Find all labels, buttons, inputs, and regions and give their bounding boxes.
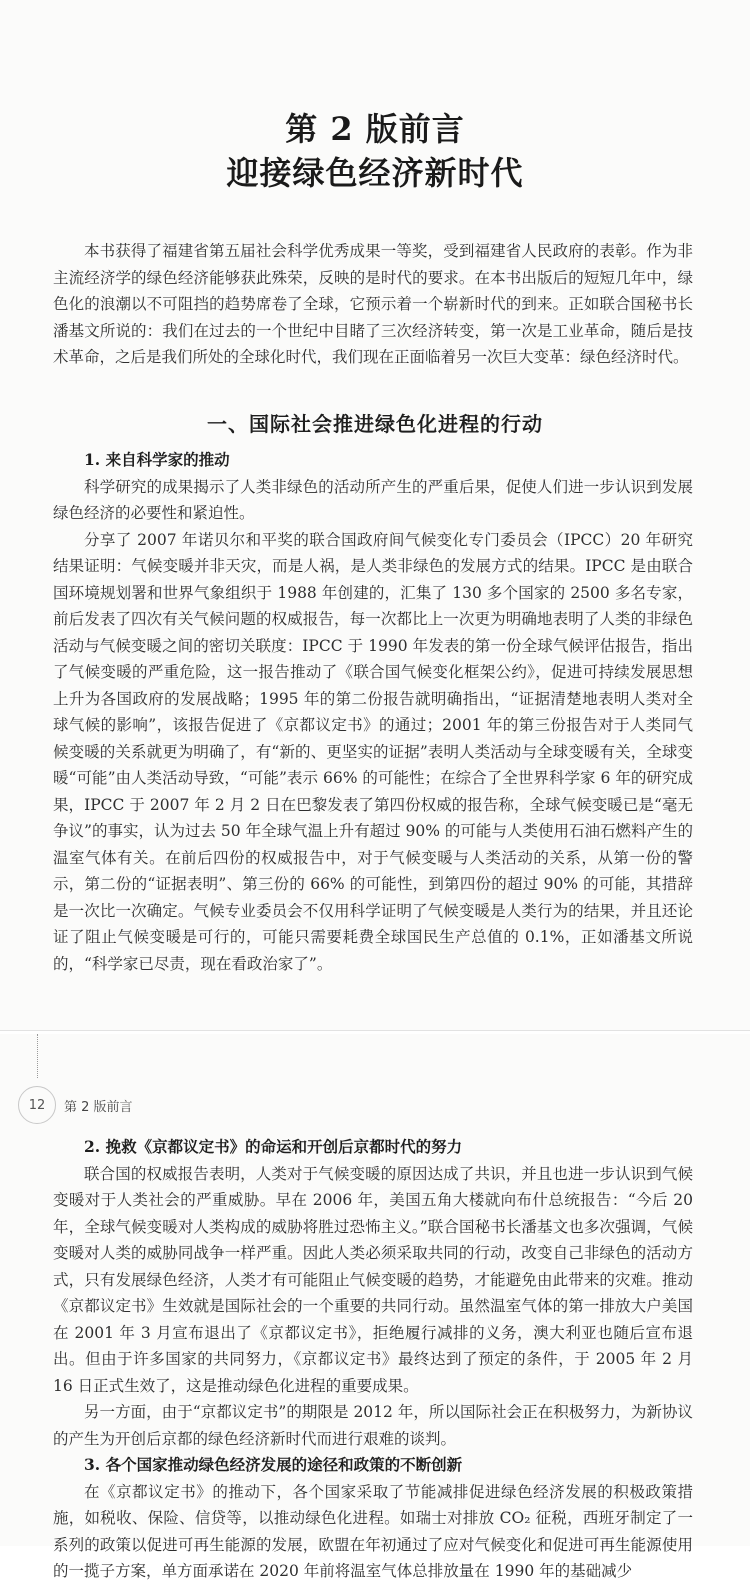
paragraph-ipcc: 分享了 2007 年诺贝尔和平奖的联合国政府间气候变化专门委员会（IPCC）20 年研究结果证明：气候变暖并非天灾，而是人祸，是人类非绿色的发展方式的结果。IPCC 是由联合国环境规划署和世界气象组织于 1988 年创建的，汇集了 130 多个国家的 2500 多名专家，前后发表了四次有关气候问题的权威报告，每一次都比上一次更为明确地表明了人类的非绿色活动与气候变暖之间的密切关联度：IPCC 于 1990 年发表的第一份全球气候评估报告，指出了气候变暖的严重危险，这一报告推动了《联合国气候变化框架公约》，促进可持续发展思想上升为各国政府的发展战略；1995 年的第二份报告就明确指出，“证据清楚地表明人类对全球气候的影响”，该报告促进了《京都议定书》的通过；2001 年的第三份报告对于人类同气候变暖的关系就更为明确了，有“新的、更坚实的证据”表明人类活动与全球变暖有关，全球变暖“可能”由人类活动导致，“可能”表示 66% 的可能性；在综合了全世界科学家 6 年的研究成果，IPCC 于 2007 年 2 月 2 日在巴黎发表了第四份权威的报告称，全球气候变暖已是“毫无争议”的事实，认为过去 50 年全球气温上升有超过 90% 的可能与人类使用石油石燃料产生的温室气体有关。在前后四份的权威报告中，对于气候变暖与人类活动的关系，从第一份的警示，第二份的“证据表明”、第三份的 66% 的可能性，到第四份的超过 90% 的可能，其措辞是一次比一次确定。气候专业委员会不仅用科学证明了气候变暖是人类行为的结果，并且还论证了阻止气候变暖是可行的，可能只需要耗费全球国民生产总值的 0.1%，正如潘基文所说的，“科学家已尽责，现在看政治家了”。	[53, 530, 693, 973]
intro-block	[53, 238, 693, 371]
paragraph-scientific-results: 科学研究的成果揭示了人类非绿色的活动所产生的严重后果，促使人们进一步认识到发展绿色经济的必要性和紧迫性。	[53, 477, 693, 522]
paragraph-post-kyoto: 另一方面，由于“京都议定书”的期限是 2012 年，所以国际社会正在积极努力，为新协议的产生为开创后京都的绿色经济新时代而进行艰难的谈判。	[53, 1403, 693, 1448]
page-two	[0, 1034, 750, 1580]
page-number: 12	[18, 1086, 56, 1124]
page-divider-line	[37, 1034, 38, 1078]
page-subtitle: 迎接绿色经济新时代	[226, 154, 524, 192]
section-one-body	[53, 447, 693, 977]
paragraph-policy-measures: 在《京都议定书》的推动下，各个国家采取了节能减排促进绿色经济发展的积极政策措施，如税收、保险、信贷等，以推动绿色化进程。如瑞士对排放 CO₂ 征税，西班牙制定了一系列的政策以促进可再生能源的发展，欧盟在年初通过了应对气候变化和促进可再生能源使用的一揽子方案，单方面承诺在 2020 年前将温室气体总排放量在 1990 年的基础减少	[53, 1482, 693, 1580]
page-title: 第 2 版前言	[285, 110, 465, 148]
intro-paragraph: 本书获得了福建省第五届社会科学优秀成果一等奖，受到福建省人民政府的表彰。作为非主流经济学的绿色经济能够获此殊荣，反映的是时代的要求。在本书出版后的短短几年中，绿色化的浪潮以不可阻挡的趋势席卷了全球，它预示着一个崭新时代的到来。正如联合国秘书长潘基文所说的：我们在过去的一个世纪中目睹了三次经济转变，第一次是工业革命，随后是技术革命，之后是我们所处的全球化时代，我们现在正面临着另一次巨大变革：绿色经济时代。	[53, 242, 693, 366]
subheading-policies: 3. 各个国家推动绿色经济发展的途径和政策的不断创新	[84, 1455, 463, 1474]
paragraph-consensus: 联合国的权威报告表明，人类对于气候变暖的原因达成了共识，并且也进一步认识到气候变暖对于人类社会的严重威胁。早在 2006 年，美国五角大楼就向布什总统报告：“今后 20 年，全球气候变暖对人类构成的威胁将胜过恐怖主义。”联合国秘书长潘基文也多次强调，气候变暖对人类的威胁同战争一样严重。因此人类必须采取共同的行动，改变自己非绿色的活动方式，只有发展绿色经济，人类才有可能阻止气候变暖的趋势，才能避免由此带来的灾难。推动《京都议定书》生效就是国际社会的一个重要的共同行动。虽然温室气体的第一排放大户美国在 2001 年 3 月宣布退出了《京都议定书》，拒绝履行减排的义务，澳大利亚也随后宣布退出。但由于许多国家的共同努力，《京都议定书》最终达到了预定的条件，于 2005 年 2 月 16 日正式生效了，这是推动绿色化进程的重要成果。	[53, 1164, 693, 1395]
page-two-body	[53, 1134, 693, 1585]
running-header: 第 2 版前言	[64, 1100, 133, 1115]
subheading-kyoto: 2. 挽救《京都议定书》的命运和开创后京都时代的努力	[84, 1137, 463, 1156]
section-heading: 一、国际社会推进绿色化进程的行动	[207, 412, 543, 436]
subheading-scientists: 1. 来自科学家的推动	[84, 450, 230, 469]
